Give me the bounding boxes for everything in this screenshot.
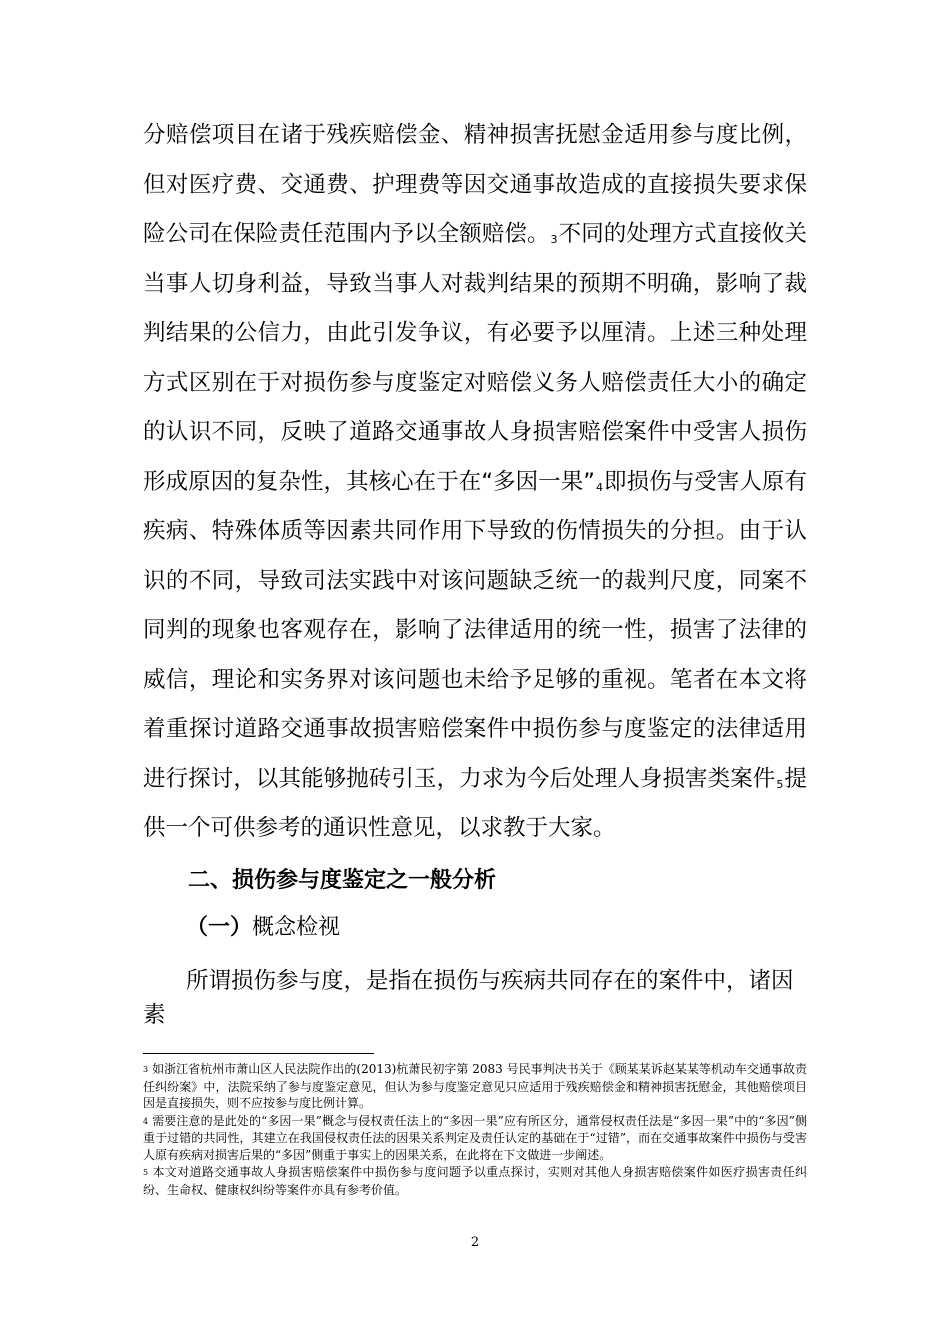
footnote-ref-4[interactable]: 4: [595, 480, 603, 494]
footnote-separator: [143, 1053, 374, 1054]
paragraph-text-part-2: 不同的处理方式直接攸关当事人切身利益，导致当事人对裁判结果的预期不明确，影响了裁判结果的公信力，由此引发争议，有必要予以厘清。上述三种处理方式区别在于对损伤参与度鉴定对赔偿义务人赔偿责任大小的确定的认识不同，反映了道路交通事故人身损害赔偿案件中受害人损伤形成原因的复杂性，其核心在于在“多因一果”: [143, 221, 807, 495]
footnote-4: [143, 1113, 807, 1164]
footnote-ref-3[interactable]: 3: [550, 233, 558, 246]
footnote-ref-5[interactable]: 5: [776, 777, 784, 791]
body-paragraph: [143, 111, 807, 854]
subsection-number: （一）: [186, 915, 253, 940]
paragraph-text-part-1: 分赔偿项目在诸于残疾赔偿金、精神损害抚慰金适用参与度比例，但对医疗费、交通费、护理费等因交通事故造成的直接损失要求保险公司在保险责任范围内予以全额赔偿。: [143, 122, 807, 247]
footnote-number: 3: [143, 1065, 149, 1074]
footnote-number: 5: [143, 1168, 149, 1177]
footnote-text: 如浙江省杭州市萧山区人民法院作出的(2013)杭萧民初字第 2083 号民事判决书关于《顾某某诉赵某某等机动车交通事故责任纠纷案》中，法院采纳了参与度鉴定意见，但认为参与度鉴定意见只应适用于残疾赔偿金和精神损害抚慰金，其他赔偿项目因是直接损失，则不应按参与度比例计算。: [143, 1062, 807, 1110]
paragraph-continued: [143, 111, 807, 854]
subsection-title: 概念检视: [252, 915, 341, 940]
paragraph-definition: 所谓损伤参与度，是指在损伤与疾病共同存在的案件中，诸因素: [143, 968, 794, 1028]
paragraph-text-part-4: 提供一个可供参考的通识性意见，以求教于大家。: [143, 765, 807, 841]
footnote-3: [143, 1061, 807, 1112]
subsection-heading: [186, 913, 340, 943]
footnote-text: 需要注意的是此处的“多因一果”概念与侵权责任法上的“多因一果”应有所区分，通常侵权责任法是“多因一果”中的“多因”侧重于过错的共同性，其建立在我国侵权责任法的因果关系判定及责任认定的基础在于“过错”，而在交通事故案件中损伤与受害人原有疾病对损害后果的“多因”侧重于事实上的因果关系，在此将在下文做进一步阐述。: [143, 1113, 807, 1162]
section-heading: 二、损伤参与度鉴定之一般分析: [188, 868, 497, 893]
footnote-5: [143, 1164, 807, 1198]
footnote-text: 本文对道路交通事故人身损害赔偿案件中损伤参与度问题予以重点探讨，实则对其他人身损害赔偿案件如医疗损害责任纠纷、生命权、健康权纠纷等案件亦具有参考价值。: [143, 1165, 807, 1197]
footnotes: [143, 1061, 807, 1199]
page-number: 2: [470, 1235, 480, 1250]
footnote-number: 4: [143, 1116, 149, 1126]
paragraph-text-part-3: 即损伤与受害人原有疾病、特殊体质等因素共同作用下导致的伤情损失的分担。由于认识的不同，导致司法实践中对该问题缺乏统一的裁判尺度，同案不同判的现象也客观存在，影响了法律适用的统一性，损害了法律的威信，理论和实务界对该问题也未给予足够的重视。笔者在本文将着重探讨道路交通事故损害赔偿案件中损伤参与度鉴定的法律适用进行探讨，以其能够抛砖引玉，力求为今后处理人身损害类案件: [143, 468, 807, 792]
